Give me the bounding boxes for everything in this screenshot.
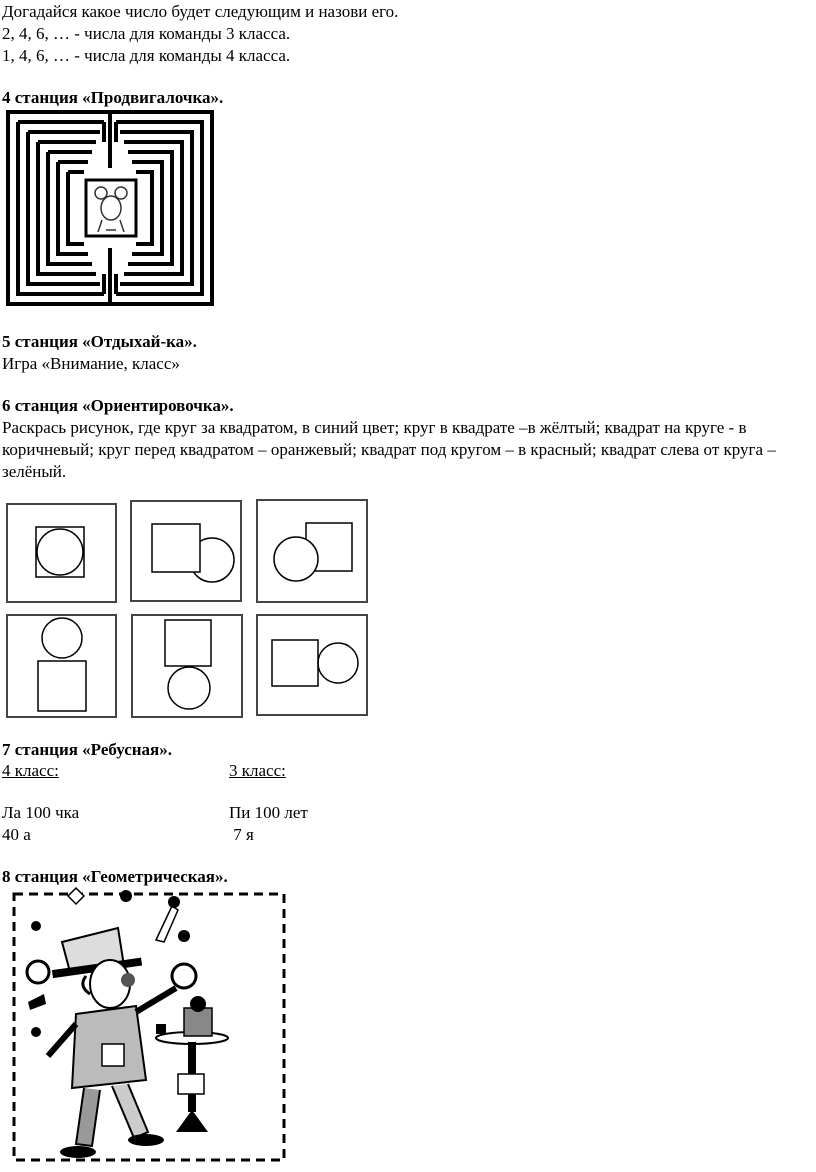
col3-item-2: 7 я [229,825,254,844]
station5-title: 5 станция «Отдыхай-ка». [2,332,197,351]
intro-line-1: Догадайся какое число будет следующим и назови его. [2,2,399,21]
col3-item-1: Пи 100 лет [229,803,308,822]
col4-header: 4 класс: [2,761,59,780]
station8-title: 8 станция «Геометрическая». [2,867,228,886]
clown-illustration [6,884,290,1166]
panel-circle-before-square [256,499,368,603]
col4-item-1: Ла 100 чка [2,803,80,822]
panel-square-left-of-circle [256,614,368,716]
panel-square-on-circle [130,500,242,602]
maze-image [4,108,216,308]
station6-title: 6 станция «Ориентировочка». [2,396,234,415]
panel-circle-in-square [6,503,117,603]
col4-item-2: 40 а [2,825,31,844]
intro-line-3: 1, 4, 6, … - числа для команды 4 класса. [2,46,291,65]
col3-header: 3 класс: [229,761,286,780]
station6-task: Раскрась рисунок, где круг за квадратом, в синий цвет; круг в квадрате –в жёлтый; квадрат на круге - в коричневый; круг перед квадратом – оранжевый; квадрат под кругом – в красный; квадрат слева от круга – зелёный. [2,418,776,481]
panel-square-above-circle [131,614,243,718]
panel-square-under-circle [6,614,117,718]
station7-title: 7 станция «Ребусная». [2,740,173,759]
station4-title: 4 станция «Продвигалочка». [2,88,224,107]
intro-line-2: 2, 4, 6, … - числа для команды 3 класса. [2,24,291,43]
station5-game: Игра «Внимание, класс» [2,354,180,373]
